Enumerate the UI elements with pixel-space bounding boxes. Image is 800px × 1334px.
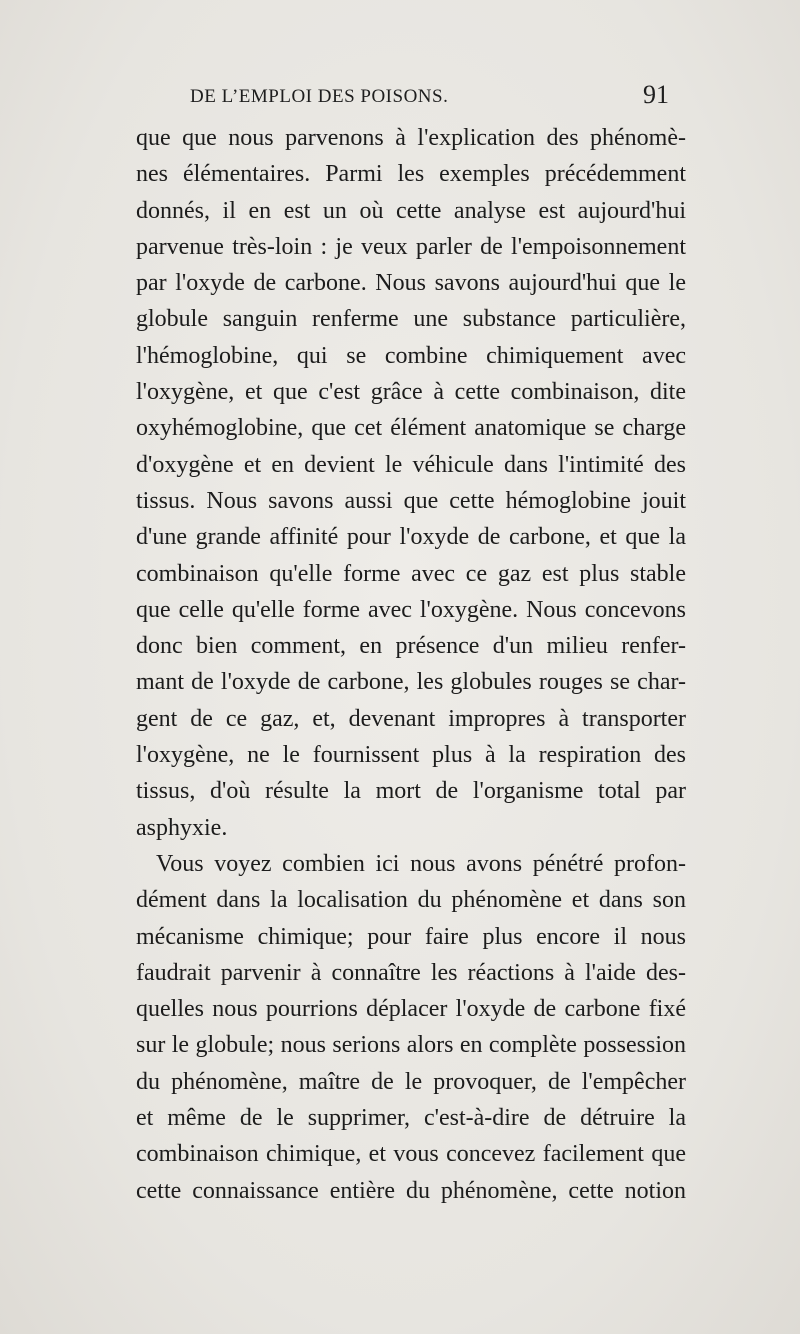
text-line: quelles nous pourrions déplacer l'oxyde de carbone fixé (136, 996, 686, 1023)
text-line: faudrait parvenir à connaître les réactions à l'aide des- (136, 959, 686, 986)
text-line: combinaison qu'elle forme avec ce gaz est plus stable (136, 560, 686, 587)
text-line: mécanisme chimique; pour faire plus encore il nous (136, 923, 686, 950)
text-line: cette connaissance entière du phénomène, cette notion (136, 1177, 686, 1204)
text-line: nes élémentaires. Parmi les exemples précédemment (136, 161, 686, 188)
text-line: par l'oxyde de carbone. Nous savons aujourd'hui que le (136, 270, 686, 297)
page-number: 91 (643, 80, 669, 109)
text-line: l'hémoglobine, qui se combine chimiquement avec (136, 342, 686, 369)
text-line: globule sanguin renferme une substance particulière, (136, 306, 686, 333)
text-line: du phénomène, maître de le provoquer, de l'empêcher (136, 1068, 686, 1095)
text-line: asphyxie. (136, 814, 228, 841)
text-line: tissus. Nous savons aussi que cette hémoglobine jouit (136, 487, 686, 514)
text-line: dément dans la localisation du phénomène et dans son (136, 887, 686, 914)
paragraph-2 (136, 846, 686, 1209)
text-line: l'oxygène, et que c'est grâce à cette combinaison, dite (136, 379, 686, 406)
text-line: oxyhémoglobine, que cet élément anatomique se charge (136, 415, 686, 442)
text-line: donnés, il en est un où cette analyse est aujourd'hui (136, 197, 686, 224)
text-line: mant de l'oxyde de carbone, les globules rouges se char- (136, 669, 686, 696)
body-text (136, 120, 686, 1209)
text-line: Vous voyez combien ici nous avons pénétré profon- (156, 850, 686, 877)
text-line: d'oxygène et en devient le véhicule dans l'intimité des (136, 451, 686, 478)
text-line: combinaison chimique, et vous concevez facilement que (136, 1141, 686, 1168)
text-line: donc bien comment, en présence d'un milieu renfer- (136, 633, 686, 660)
text-line: sur le globule; nous serions alors en complète possession (136, 1032, 686, 1059)
text-line: gent de ce gaz, et, devenant impropres à transporter (136, 705, 686, 732)
text-line: l'oxygène, ne le fournissent plus à la respiration des (136, 742, 686, 769)
text-line: d'une grande affinité pour l'oxyde de carbone, et que la (136, 524, 686, 551)
text-line: que que nous parvenons à l'explication des phénomè- (136, 125, 686, 151)
text-line: tissus, d'où résulte la mort de l'organisme total par (136, 778, 686, 805)
text-line: que celle qu'elle forme avec l'oxygène. Nous concevons (136, 596, 686, 623)
text-line: et même de le supprimer, c'est-à-dire de détruire la (136, 1105, 686, 1132)
text-line: parvenue très-loin : je veux parler de l'empoisonnement (136, 233, 686, 260)
running-head: DE L’EMPLOI DES POISONS. (190, 86, 449, 107)
paragraph-1 (136, 120, 686, 846)
